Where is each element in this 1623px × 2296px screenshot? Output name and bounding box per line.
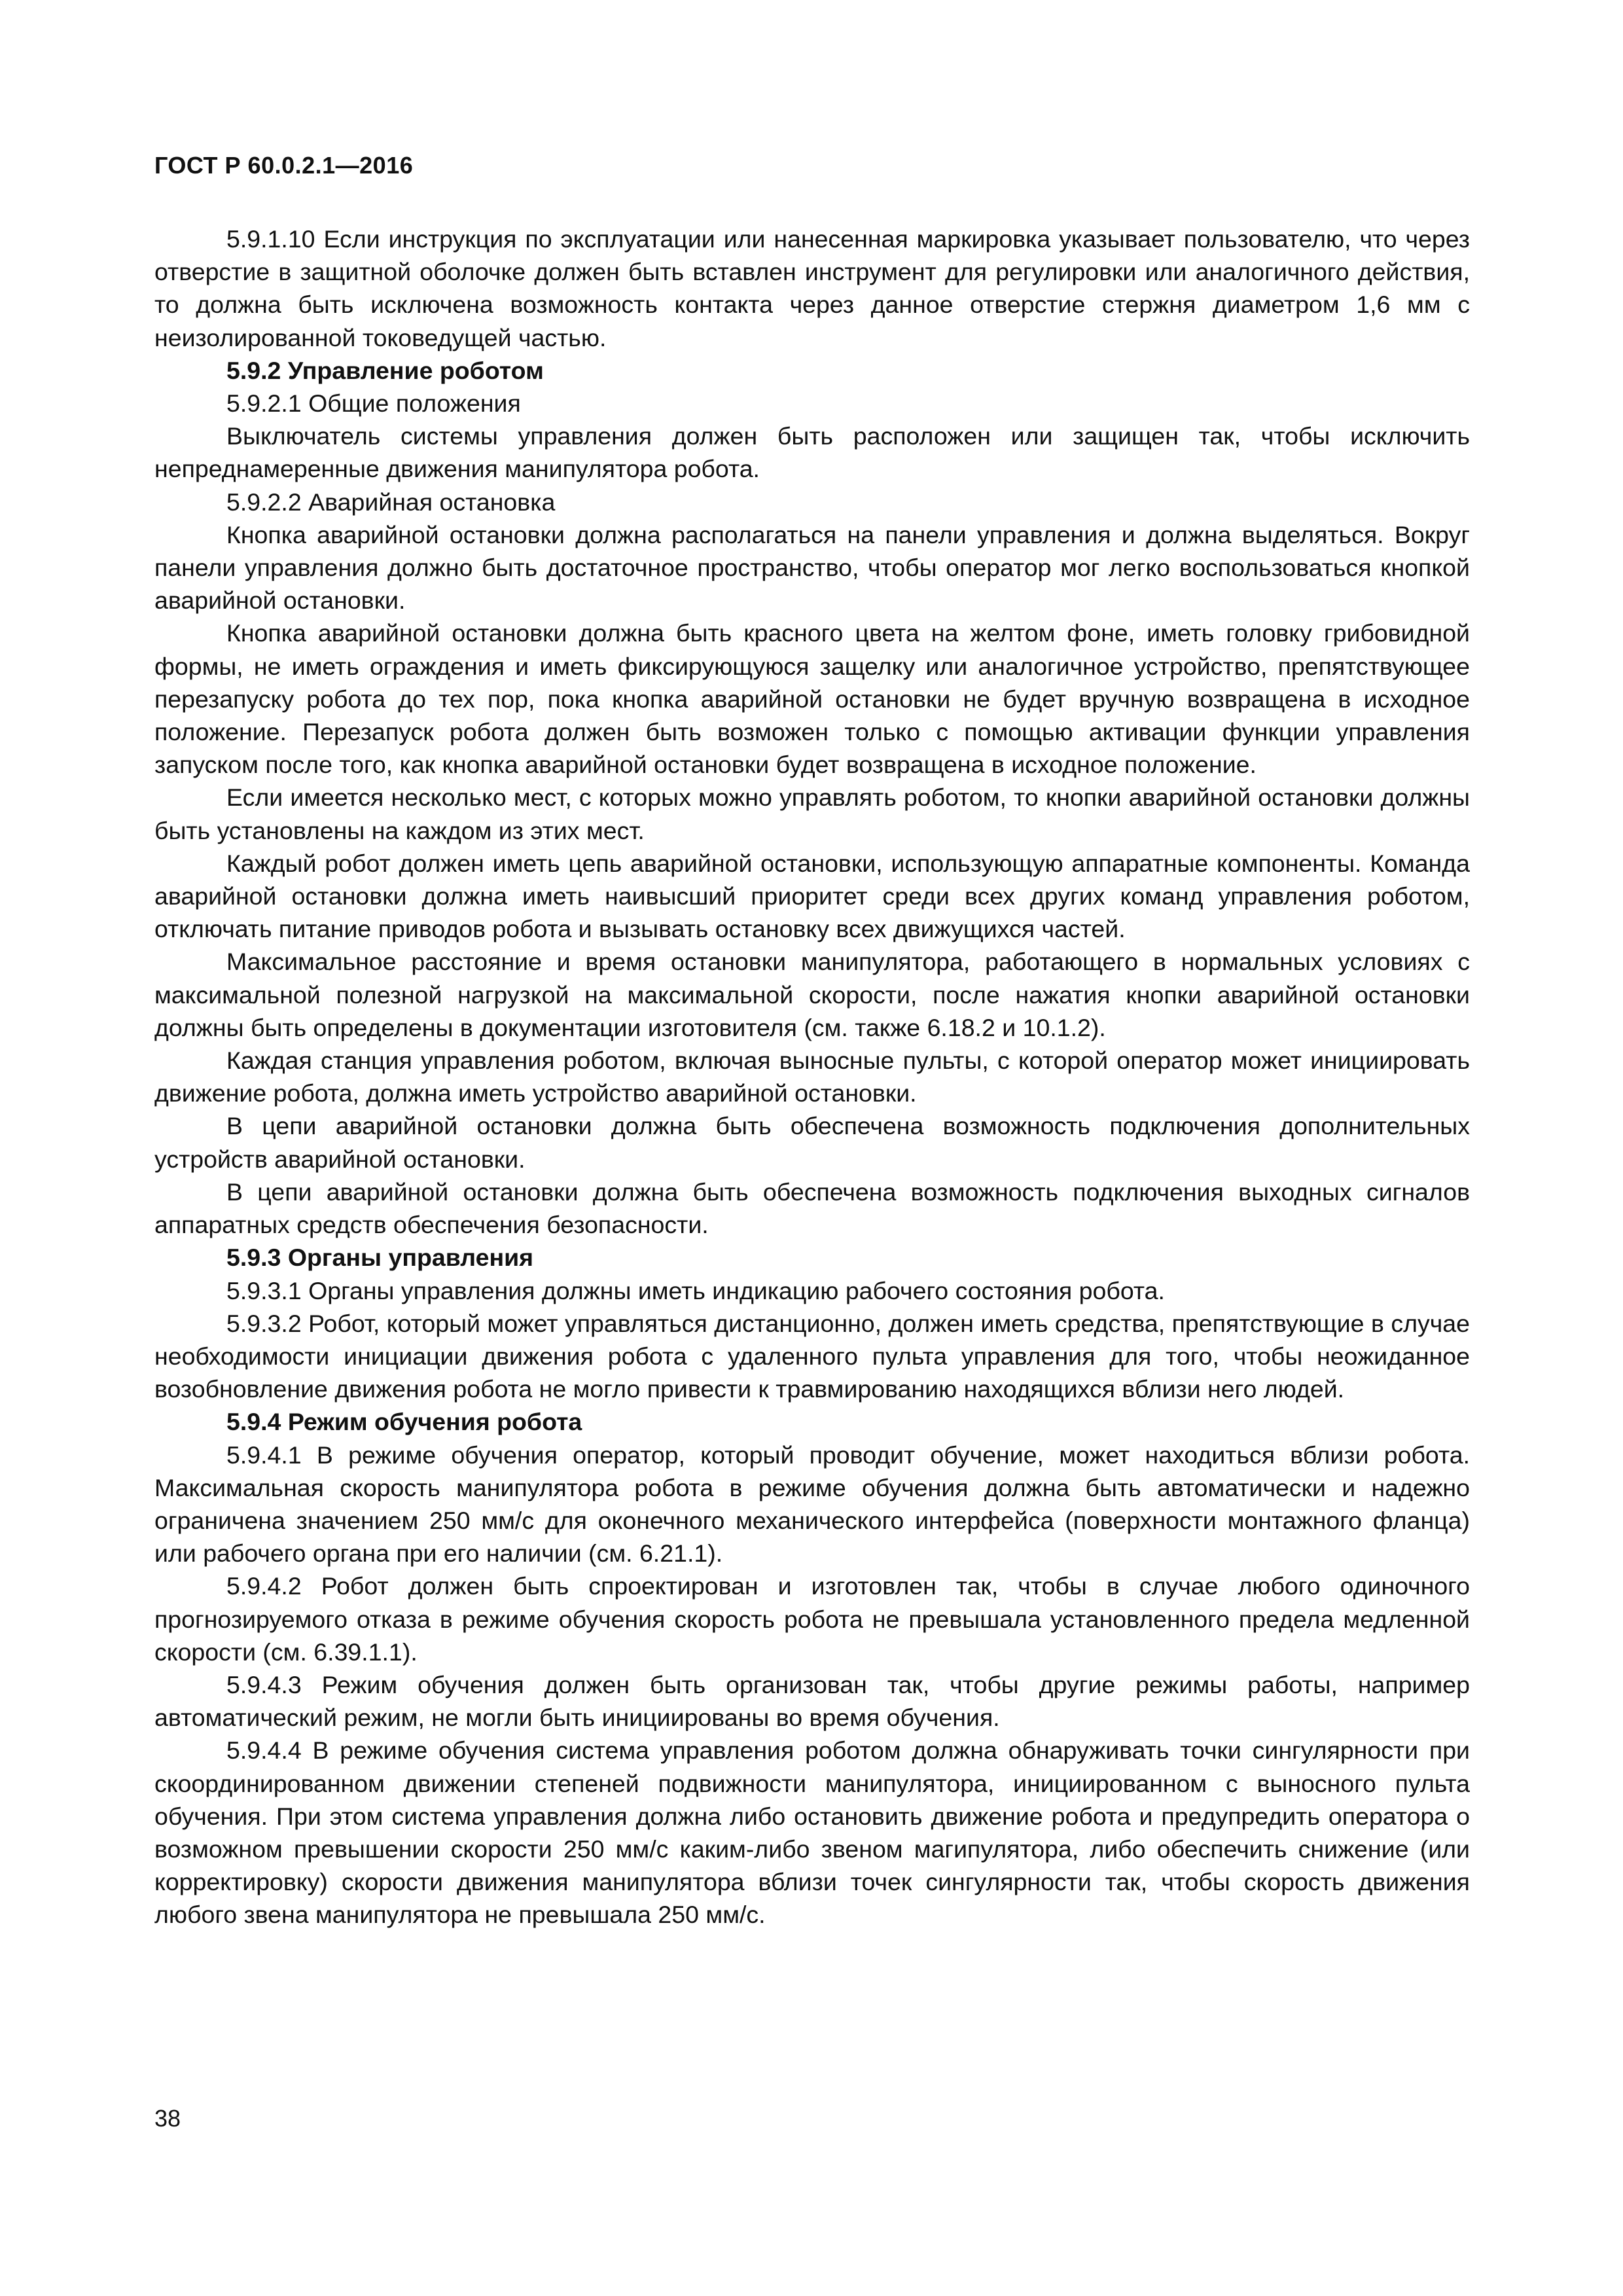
paragraph: 5.9.2.2 Аварийная остановка: [226, 488, 556, 516]
paragraph: 5.9.4.1 В режиме обучения оператор, который проводит обучение, может находиться вблизи робота. Максимальная скорость манипулятора робота в режиме обучения должна быть автоматически и надежно ограничена значением 250 мм/с для оконечного механического интерфейса (поверхности монтажного фланца) или рабочего органа при его наличии (см. 6.21.1).: [154, 1441, 1470, 1568]
paragraph: 5.9.3.1 Органы управления должны иметь индикацию рабочего состояния робота.: [226, 1276, 1165, 1304]
paragraph: 5.9.1.10 Если инструкция по эксплуатации или нанесенная маркировка указывает пользователю, что через отверстие в защитной оболочке должен быть вставлен инструмент для регулировки или аналогичного действия, то должна быть исключена возможность контакта через данное отверстие стержня диаметром 1,6 мм с неизолированной токоведущей частью.: [154, 225, 1470, 351]
paragraph: 5.9.3.2 Робот, который может управляться дистанционно, должен иметь средства, препятствующие в случае необходимости инициации движения робота с удаленного пульта управления для того, чтобы неожиданное возобновление движения робота не могло привести к травмированию находящихся вблизи него людей.: [154, 1309, 1470, 1403]
section-heading: 5.9.3 Органы управления: [226, 1244, 534, 1272]
paragraph: Каждый робот должен иметь цепь аварийной остановки, использующую аппаратные компоненты. Команда аварийной остановки должна иметь наивысший приоритет среди всех других команд управления роботом, отключать питание приводов робота и вызывать остановку всех движущихся частей.: [154, 849, 1470, 943]
paragraph: В цепи аварийной остановки должна быть обеспечена возможность подключения дополнительных устройств аварийной остановки.: [154, 1112, 1470, 1173]
paragraph: Если имеется несколько мест, с которых можно управлять роботом, то кнопки аварийной остановки должны быть установлены на каждом из этих мест.: [154, 783, 1470, 844]
paragraph: Максимальное расстояние и время остановки манипулятора, работающего в нормальных условиях с максимальной полезной нагрузкой на максимальной скорости, после нажатия кнопки аварийной остановки должны быть определены в документации изготовителя (см. также 6.18.2 и 10.1.2).: [154, 948, 1470, 1041]
paragraph: 5.9.2.1 Общие положения: [226, 389, 521, 418]
paragraph: В цепи аварийной остановки должна быть обеспечена возможность подключения выходных сигналов аппаратных средств обеспечения безопасности.: [154, 1177, 1470, 1239]
section-heading: 5.9.4 Режим обучения робота: [226, 1408, 582, 1436]
paragraph: 5.9.4.3 Режим обучения должен быть организован так, чтобы другие режимы работы, например автоматический режим, не могли быть инициированы во время обучения.: [154, 1670, 1470, 1732]
paragraph: 5.9.4.4 В режиме обучения система управления роботом должна обнаруживать точки сингулярности при скоординированном движении степеней подвижности манипулятора, инициированном с выносного пульта обучения. При этом система управления должна либо остановить движение робота и предупредить оператора о возможном превышении скорости 250 мм/с каким-либо звеном магипулятора, либо обеспечить снижение (или корректировку) скорости движения манипулятора вблизи точек сингулярности так, чтобы скорость движения любого звена манипулятора не превышала 250 мм/с.: [154, 1736, 1470, 1929]
paragraph: Кнопка аварийной остановки должна располагаться на панели управления и должна выделяться. Вокруг панели управления должно быть достаточное пространство, чтобы оператор мог легко воспользоваться кнопкой аварийной остановки.: [154, 520, 1470, 615]
page-number: 38: [154, 2105, 181, 2132]
document-header: ГОСТ Р 60.0.2.1—2016: [154, 152, 414, 179]
section-heading: 5.9.2 Управление роботом: [226, 356, 544, 384]
paragraph: 5.9.4.2 Робот должен быть спроектирован и изготовлен так, чтобы в случае любого одиночного прогнозируемого отказа в режиме обучения скорость робота не превышала установленного предела медленной скорости (см. 6.39.1.1).: [154, 1572, 1470, 1666]
paragraph: Выключатель системы управления должен быть расположен или защищен так, чтобы исключить непреднамеренные движения манипулятора робота.: [154, 422, 1470, 483]
document-body: [154, 223, 1470, 1931]
paragraph: Каждая станция управления роботом, включая выносные пульты, с которой оператор может инициировать движение робота, должна иметь устройство аварийной остановки.: [154, 1047, 1470, 1107]
paragraph: Кнопка аварийной остановки должна быть красного цвета на желтом фоне, иметь головку грибовидной формы, не иметь ограждения и иметь фиксирующуюся защелку или аналогичное устройство, препятствующее перезапуску робота до тех пор, пока кнопка аварийной остановки не будет вручную возвращена в исходное положение. Перезапуск робота должен быть возможен только с помощью активации функции управления запуском после того, как кнопка аварийной остановки будет возвращена в исходное положение.: [154, 619, 1470, 779]
